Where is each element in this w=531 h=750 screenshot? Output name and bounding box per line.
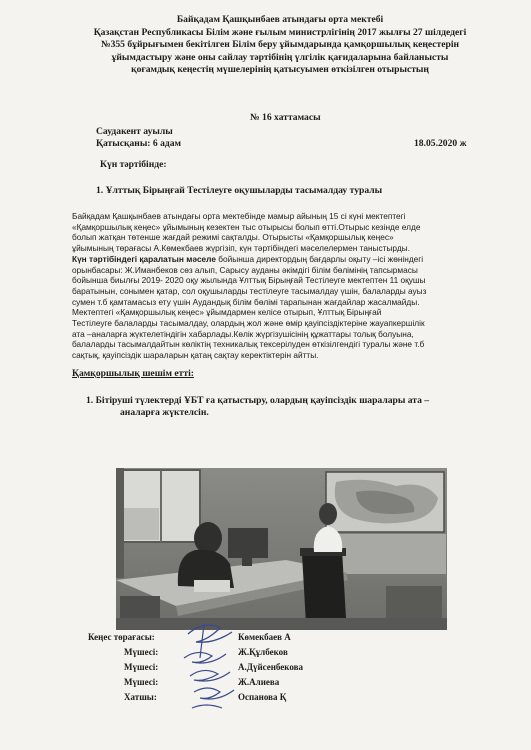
meeting-body bbox=[72, 211, 490, 361]
signature-chair-role: Кеңес төрағасы: bbox=[88, 632, 155, 642]
body-line: ата –аналарға жүктелетіндігін хабарлады.Көлік жүргізушісінің құжаттары толық болуына, bbox=[72, 328, 414, 339]
header-line-council: қоғамдық кеңестің мүшелерінің қатысуымен өткізілген отырыстың bbox=[131, 64, 429, 76]
meeting-date: 18.05.2020 ж bbox=[414, 138, 467, 149]
body-line: сумен т.б қамтамасыз ету үшін Аудандық білім бөлімі тарапынан жағдайлар жасалмайды. bbox=[72, 296, 420, 307]
header-line-order: №355 бұйрығымен бекітілген Білім беру ұйымдарында қамқоршылық кеңестерін bbox=[100, 39, 460, 51]
body-line: бойынша биылғы 2019- 2020 оқу жылында Ұлттық Бірыңғай Тестілеуге мектептен 11 оқушы bbox=[72, 275, 426, 286]
header-line-rules: ұйымдастыру және оны сайлау тәртібінің үлгілік қағидаларына байланысты bbox=[111, 51, 449, 63]
body-line: Күн тәртібіндегі қаралатын мәселе бойынша директордың бағдарлы оқыту –ісі жөніндегі bbox=[72, 253, 424, 264]
signature-member3-name: Ж.Алиева bbox=[238, 677, 280, 687]
agenda-heading: Күн тәртібінде: bbox=[100, 159, 167, 170]
handwritten-signatures bbox=[174, 618, 244, 716]
body-line: орынбасары: Ж.Иманбеков сөз алып, Сарысу ауданы әкімдігі білім бөлімінің тапсырмасы bbox=[72, 264, 418, 275]
body-line: баратынын, сонымен қатар, сол оқушыларды тестілеуге тасымалдау үшін, балаларды ауыз bbox=[72, 285, 427, 296]
body-line: сақтық, қауіпсіздік шараларын қатаң сақтау керектіктерін айтты. bbox=[72, 350, 319, 361]
body-line: ұйымының төрағасы А.Көмекбаев жүргізіп, күн тәртібіндегі мәселелермен таныстырды. bbox=[72, 243, 410, 254]
document-header bbox=[70, 14, 490, 77]
header-line-school: Байқадам Қашқынбаев атындағы орта мектебі bbox=[176, 14, 384, 25]
signature-secretary-name: Оспанова Қ bbox=[238, 692, 287, 702]
body-line: балаларды тасымалдайтын көліктің техникалық тексерілуден өткізілгендігі туралы және т.б bbox=[72, 339, 425, 350]
signature-member2-name: А.Дүйсенбекова bbox=[238, 662, 303, 672]
decision-item-line1: 1. Бітіруші түлектерді ҰБТ ға қатыстыру, олардың қауіпсіздік шаралары ата – bbox=[86, 395, 430, 406]
attendees-count: Қатысқаны: 6 адам bbox=[96, 138, 182, 149]
body-line: Байқадам Қашқынбаев атындағы орта мектебінде мамыр айының 15 сі күні мектептегі bbox=[72, 211, 406, 221]
meeting-photo-image bbox=[116, 468, 447, 630]
decision-heading: Қамқоршылық шешім етті: bbox=[72, 368, 194, 379]
decision-item-line2: аналарға жүктелсін. bbox=[120, 407, 209, 418]
body-line: Тестілеуге балаларды тасымалдау, олардың жол және өмір қауіпсіздіктеріне жауапкершілік bbox=[72, 318, 425, 329]
agenda-item: 1. Ұлттық Бірыңғай Тестілеуге оқушыларды тасымалдау туралы bbox=[96, 185, 383, 196]
meeting-photo bbox=[116, 468, 447, 630]
signature-member1-name: Ж.Құлбеков bbox=[238, 647, 288, 657]
body-line: болып жатқан төтенше жағдай режимі сақталды. Отырысты «Қамқоршылық кеңес» bbox=[72, 232, 394, 243]
body-line: Мектептегі «Қамқоршылық кеңес» ұйымдармен келісе отырып, Ұлттық Бірыңғай bbox=[72, 307, 382, 318]
signature-member3-role: Мүшесі: bbox=[124, 677, 159, 687]
signature-secretary-role: Хатшы: bbox=[124, 692, 157, 702]
signature-member1-role: Мүшесі: bbox=[124, 647, 159, 657]
body-line: «Қамқоршылық кеңес» ұйымының кезектен тыс отырысы болып өтті.Отырыс кезінде елде bbox=[72, 221, 421, 232]
signature-member2-role: Мүшесі: bbox=[124, 662, 159, 672]
signature-chair-name: Көмекбаев А bbox=[238, 632, 291, 642]
village-name: Саудакент ауылы bbox=[96, 126, 173, 137]
header-line-ministry: Қазақстан Республикасы Білім және ғылым министрлігінің 2017 жылғы 27 шілдедегі bbox=[93, 26, 467, 38]
protocol-title: № 16 хаттамасы bbox=[250, 112, 321, 123]
body-bold-phrase: Күн тәртібіндегі қаралатын мәселе bbox=[72, 253, 216, 264]
